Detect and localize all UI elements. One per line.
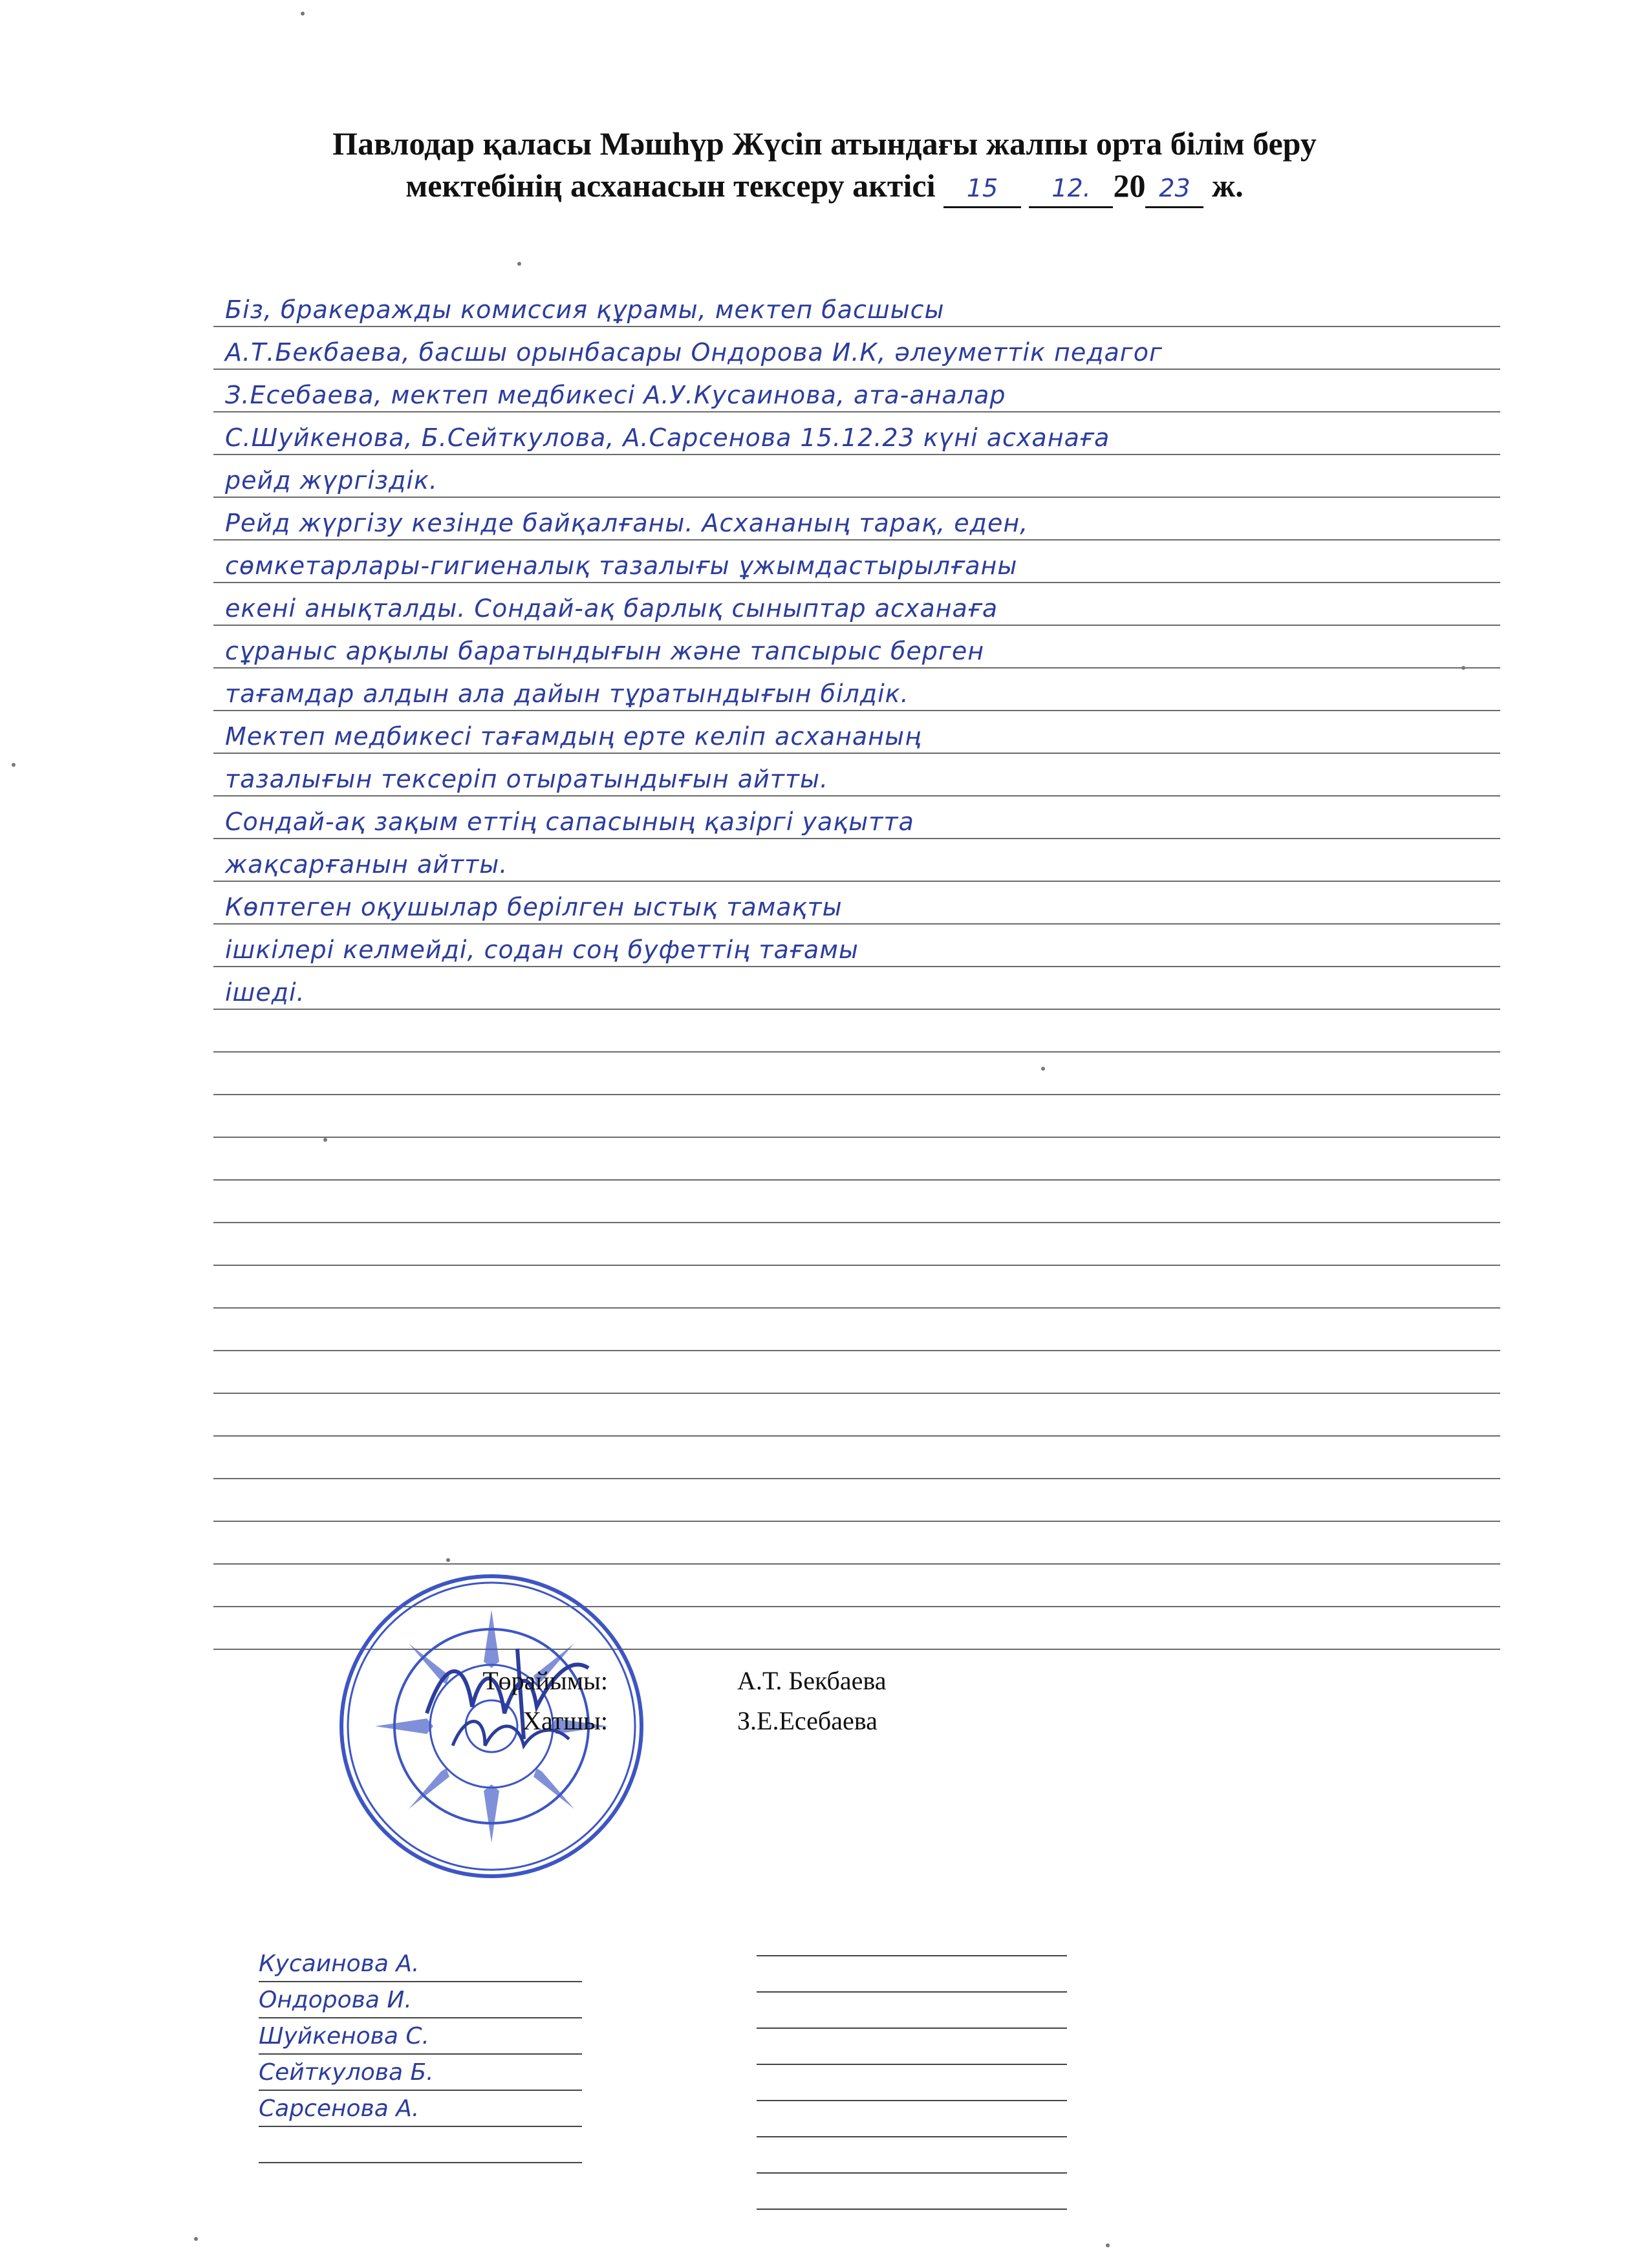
blank-line — [757, 1956, 1067, 1993]
scan-speck — [194, 2237, 198, 2241]
ruled-body — [213, 284, 1500, 1650]
scan-speck — [446, 1558, 450, 1562]
blank-line — [757, 2137, 1067, 2174]
scan-speck — [1106, 2243, 1110, 2247]
handwritten-line: ішкілері келмейді, содан соң буфеттің тағамы — [213, 925, 1500, 967]
signature-row — [259, 1702, 1164, 1740]
handwritten-line — [213, 1095, 1500, 1138]
handwritten-line — [213, 1437, 1500, 1479]
blank-line — [757, 1920, 1067, 1956]
handwritten-line — [213, 1394, 1500, 1437]
scan-speck — [12, 763, 16, 767]
handwritten-line — [213, 1053, 1500, 1095]
signature-block — [259, 1655, 1164, 1784]
handwritten-line: Мектеп медбикесі тағамдың ерте келіп асхананың — [213, 711, 1500, 754]
signature-role: Төрайымы: — [482, 1666, 608, 1695]
handwritten-line: З.Есебаева, мектеп медбикесі А.У.Кусаинова, ата-аналар — [213, 370, 1500, 412]
scan-speck — [517, 262, 521, 266]
document-title-line-1: Павлодар қаласы Мәшһүр Жүсіп атындағы жалпы орта білім беру — [332, 125, 1317, 162]
year-suffix-field: 23 — [1145, 170, 1203, 208]
year-mark: ж. — [1211, 167, 1244, 204]
handwritten-line: тазалығын тексеріп отыратындығын айтты. — [213, 754, 1500, 797]
year-prefix: 20 — [1113, 167, 1146, 204]
member-signature-line: Сарсенова А. — [259, 2091, 582, 2127]
scan-speck — [301, 12, 305, 16]
handwritten-line: С.Шуйкенова, Б.Сейткулова, А.Сарсенова 15.12.23 күні асханаға — [213, 412, 1500, 455]
blank-line — [757, 1993, 1067, 2029]
member-signature-line: Сейткулова Б. — [259, 2055, 582, 2091]
scan-speck — [1461, 666, 1465, 670]
member-signature-line: Шуйкенова С. — [259, 2018, 582, 2055]
handwritten-line: Рейд жүргізу кезінде байқалғаны. Асхананың тарақ, еден, — [213, 498, 1500, 540]
member-signature-line — [259, 2127, 582, 2163]
date-month-field: 12. — [1029, 170, 1113, 208]
handwritten-line: жақсарғанын айтты. — [213, 839, 1500, 882]
handwritten-line: Сондай-ақ зақым еттің сапасының қазіргі уақытта — [213, 797, 1500, 839]
scan-speck — [1041, 1067, 1045, 1071]
handwritten-line: екені анықталды. Сондай-ақ барлық сыныптар асханаға — [213, 583, 1500, 626]
member-signature-line: Ондорова И. — [259, 1982, 582, 2018]
signature-row — [259, 1662, 1164, 1700]
handwritten-line — [213, 1266, 1500, 1309]
handwritten-line: Біз, бракеражды комиссия құрамы, мектеп басшысы — [213, 284, 1500, 327]
handwritten-line: ішеді. — [213, 967, 1500, 1010]
handwritten-line — [213, 1138, 1500, 1181]
signature-role: Хатшы: — [523, 1706, 608, 1735]
handwritten-line: сөмкетарлары-гигиеналық тазалығы ұжымдастырылғаны — [213, 540, 1500, 583]
blank-line — [757, 2174, 1067, 2210]
handwritten-line: А.Т.Бекбаева, басшы орынбасары Ондорова И.К, әлеуметтік педагог — [213, 327, 1500, 370]
blank-line — [757, 2029, 1067, 2065]
members-signature-list — [259, 1946, 582, 2163]
signature-name: А.Т. Бекбаева — [737, 1666, 887, 1695]
handwritten-line — [213, 1309, 1500, 1351]
handwritten-line: Көптеген оқушылар берілген ыстық тамақты — [213, 882, 1500, 925]
document-title-prefix: мектебінің асханасын тексеру актісі — [405, 167, 936, 204]
handwritten-line — [213, 1010, 1500, 1053]
document-title-line-2 — [0, 165, 1649, 208]
handwritten-line — [213, 1479, 1500, 1522]
blank-line — [757, 2065, 1067, 2101]
blank-line — [757, 2101, 1067, 2137]
date-day-field: 15 — [943, 170, 1021, 208]
handwritten-line — [213, 1522, 1500, 1565]
handwritten-line — [213, 1351, 1500, 1394]
signature-name: З.Е.Есебаева — [737, 1706, 878, 1735]
member-signature-line: Кусаинова А. — [259, 1946, 582, 1982]
scan-speck — [323, 1138, 327, 1142]
blank-signature-lines — [757, 1920, 1067, 2210]
handwritten-line: тағамдар алдын ала дайын тұратындығын білдік. — [213, 669, 1500, 711]
handwritten-line — [213, 1181, 1500, 1223]
handwritten-line: сұраныс арқылы баратындығын және тапсырыс берген — [213, 626, 1500, 669]
handwritten-line: рейд жүргіздік. — [213, 455, 1500, 498]
handwritten-line — [213, 1223, 1500, 1266]
